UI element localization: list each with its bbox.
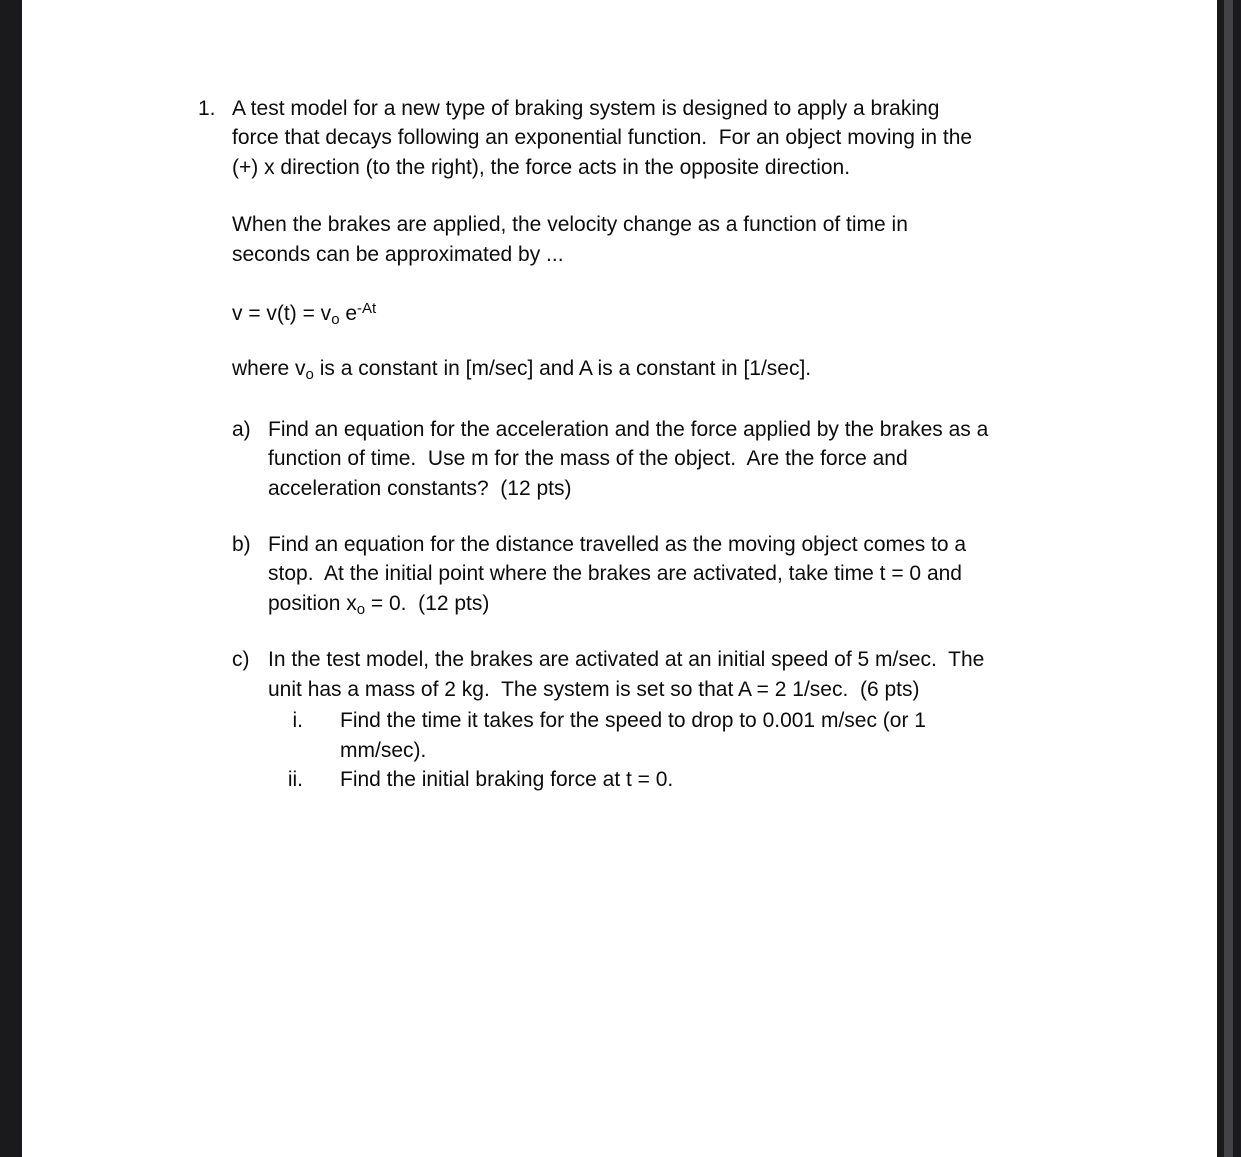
part-a xyxy=(232,415,1132,503)
roman-label-ii: ii. xyxy=(287,767,303,791)
text-line: stop. At the initial point where the brakes are activated, take time t = 0 and xyxy=(268,562,962,586)
text-line: mm/sec). xyxy=(340,738,427,762)
part-label-c: c) xyxy=(232,648,250,672)
scrollbar-thumb[interactable] xyxy=(1224,0,1233,1157)
text-line: When the brakes are applied, the velocity change as a function of time in xyxy=(232,213,908,237)
text-line: In the test model, the brakes are activated at an initial speed of 5 m/sec. The xyxy=(268,648,985,672)
part-c-item-ii xyxy=(232,765,1132,794)
velocity-paragraph xyxy=(232,210,1132,269)
part-label-b: b) xyxy=(232,533,251,557)
text-line: position $x_o = 0$. (12 pts) xyxy=(268,591,490,618)
part-c xyxy=(232,645,1132,704)
document-page xyxy=(198,94,1132,794)
scrollbar-track[interactable] xyxy=(1217,0,1241,1157)
text-line: function of time. Use m for the mass of the object. Are the force and xyxy=(268,447,908,471)
problem-intro xyxy=(198,94,1132,182)
viewer-left-edge xyxy=(0,0,22,1157)
text-line: force that decays following an exponential function. For an object moving in the xyxy=(232,126,973,150)
text-line: unit has a mass of 2 kg. The system is set so that A = 2 1/sec. (6 pts) xyxy=(268,677,920,701)
velocity-equation xyxy=(232,299,1132,328)
text-line: acceleration constants? (12 pts) xyxy=(268,476,572,500)
part-b xyxy=(232,530,1132,618)
roman-label-i: i. xyxy=(292,709,303,733)
part-label-a: a) xyxy=(232,417,251,441)
text-line: Find an equation for the distance travelled as the moving object comes to a xyxy=(268,533,967,557)
equation-line: $v = v(t) = v_o$ $e^{-At}$ xyxy=(232,300,377,329)
text-line: Find the time it takes for the speed to drop to 0.001 m/sec (or 1 xyxy=(340,709,926,733)
part-c-item-i xyxy=(232,706,1132,765)
text-line: A test model for a new type of braking system is designed to apply a braking xyxy=(232,97,940,120)
text-line: Find the initial braking force at t = 0. xyxy=(340,767,674,791)
text-line: (+) x direction (to the right), the force acts in the opposite direction. xyxy=(232,155,851,179)
where-clause xyxy=(232,354,1132,383)
text-line: where $v_o$ is a constant in [m/sec] and A is a constant in [1/sec]. xyxy=(232,357,812,384)
text-line: seconds can be approximated by ... xyxy=(232,242,564,266)
text-line: Find an equation for the acceleration and the force applied by the brakes as a xyxy=(268,417,989,441)
problem-number: 1. xyxy=(198,97,216,120)
